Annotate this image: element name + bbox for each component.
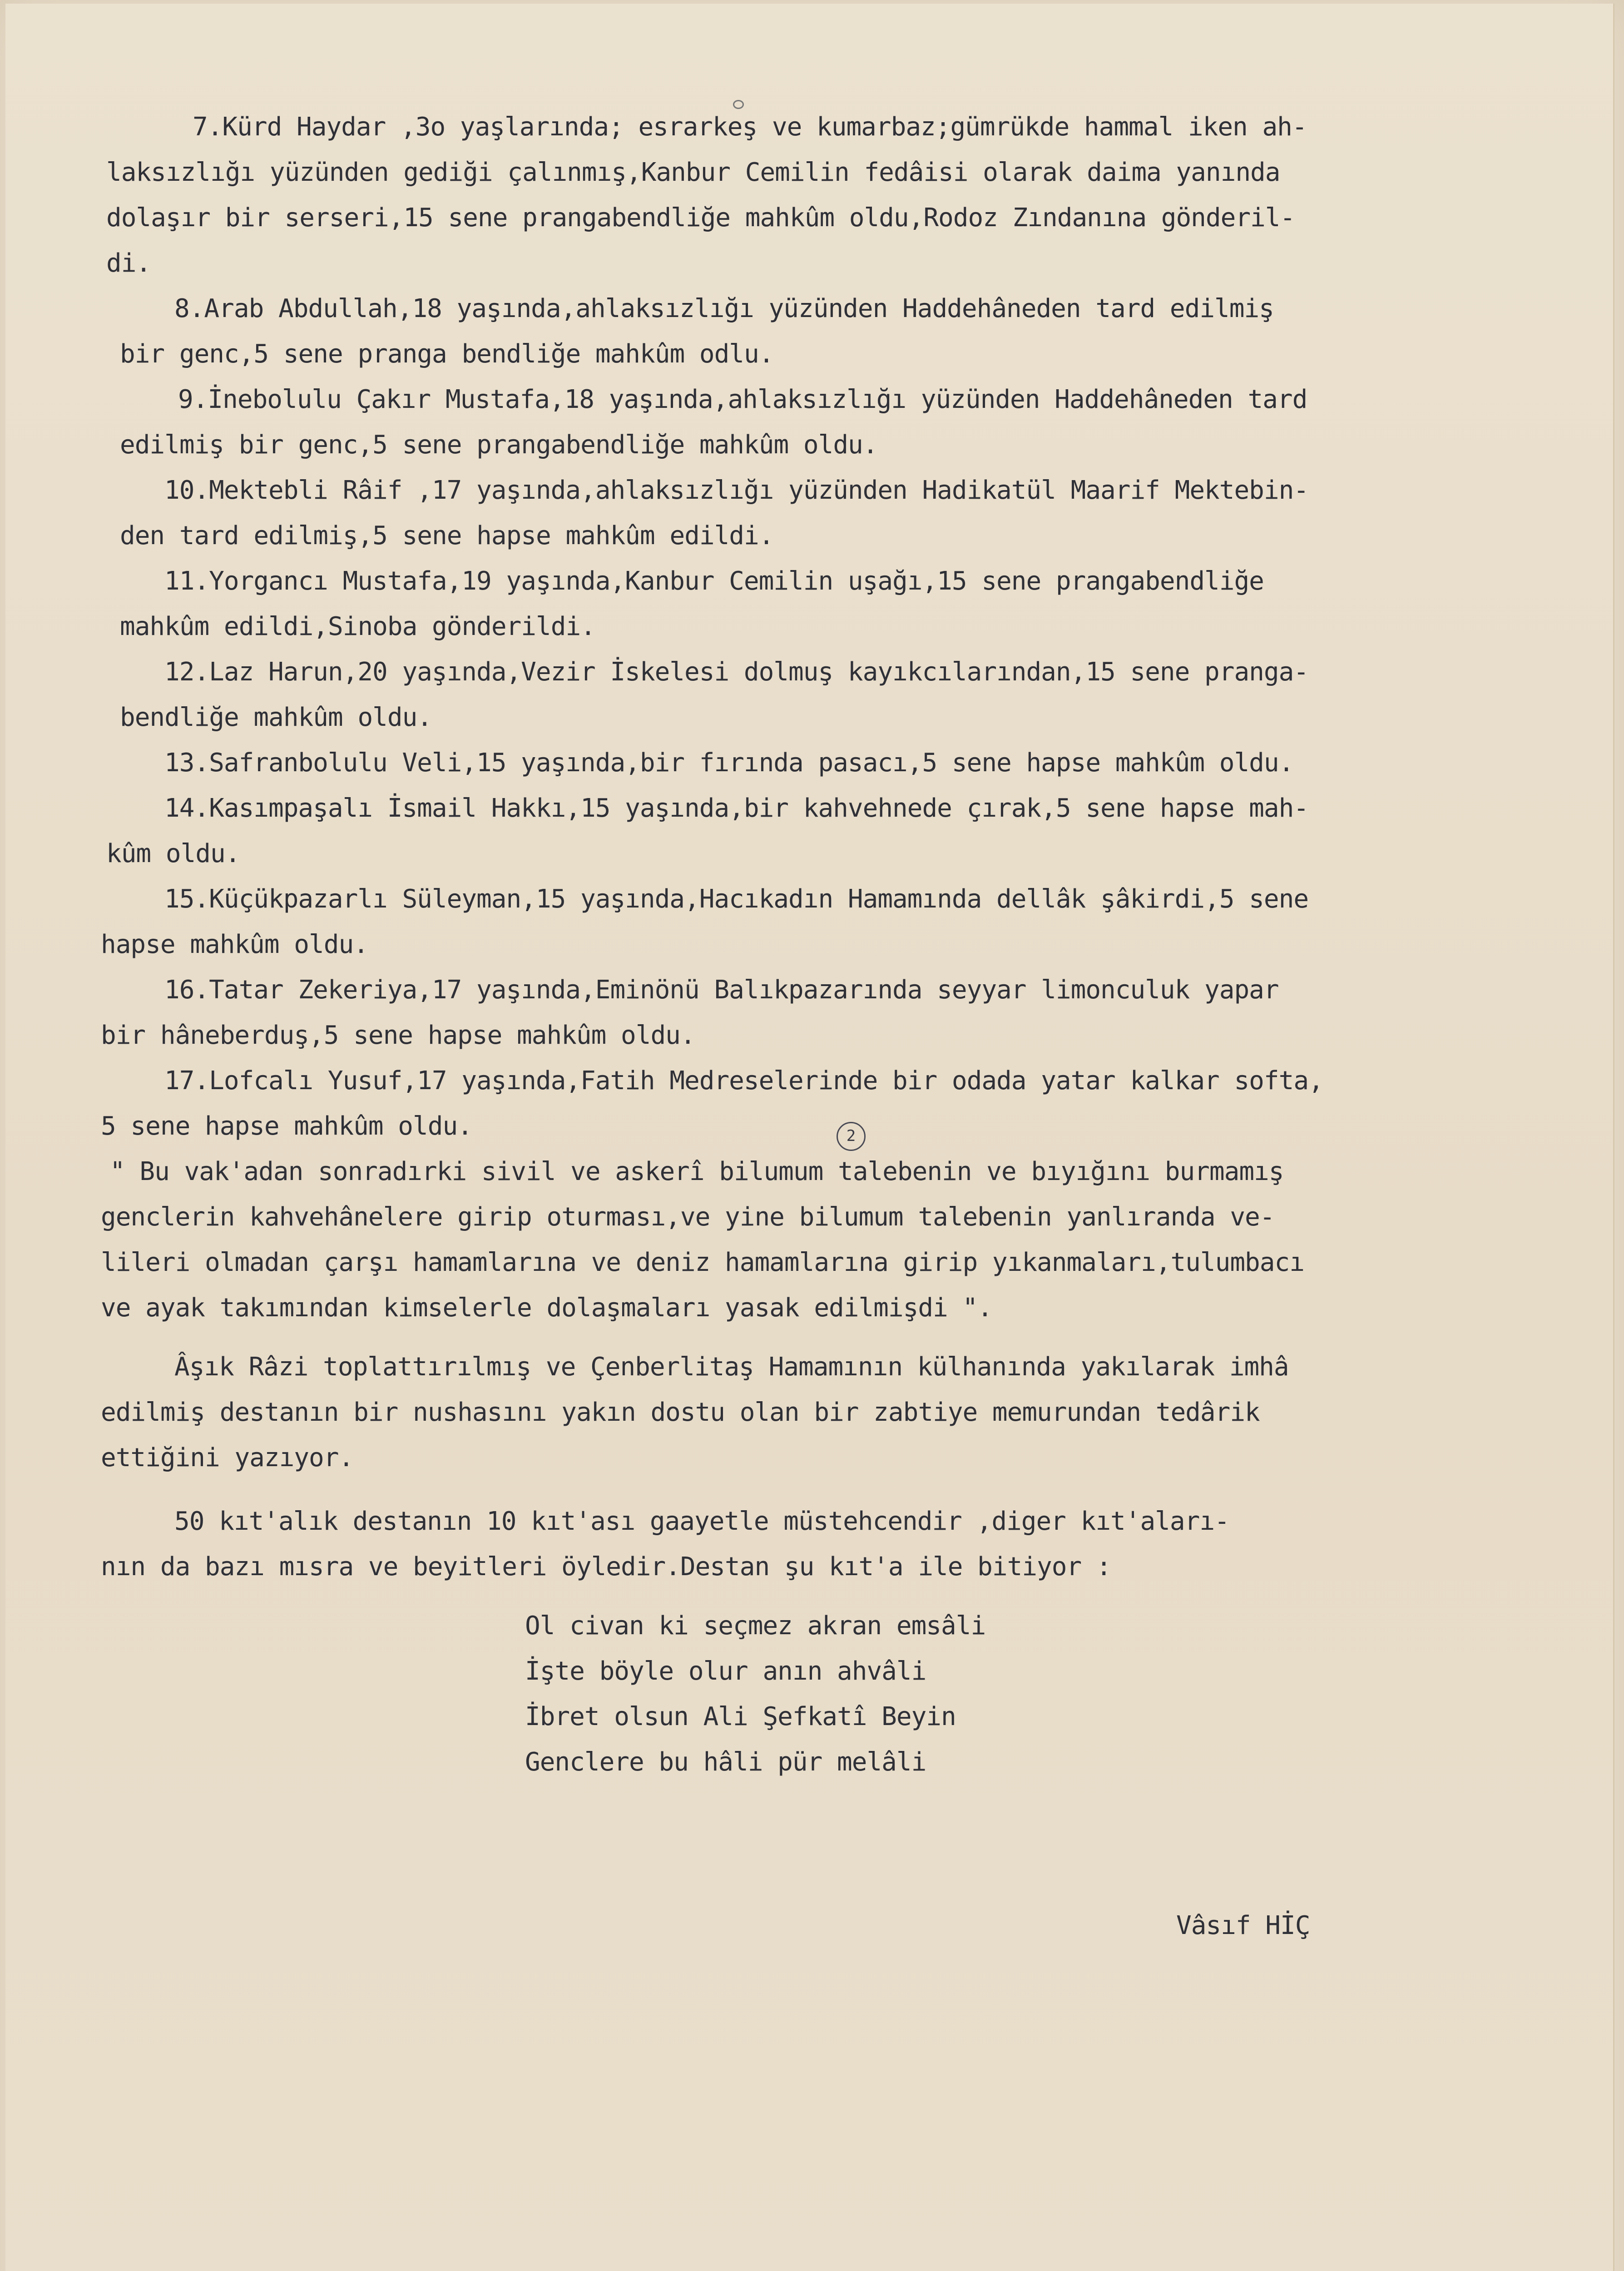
text-line: dolaşır bir serseri,15 sene prangabendliğe mahkûm oldu,Rodoz Zındanına gönderil- [106, 203, 1295, 233]
text-line: 12.Laz Harun,20 yaşında,Vezir İskelesi dolmuş kayıkcılarından,15 sene pranga- [164, 657, 1309, 687]
text-line: nın da bazı mısra ve beyitleri öyledir.Destan şu kıt'a ile bitiyor : [101, 1552, 1111, 1582]
text-line: 8.Arab Abdullah,18 yaşında,ahlaksızlığı yüzünden Haddehâneden tard edilmiş [174, 294, 1274, 323]
text-line: mahkûm edildi,Sinoba gönderildi. [120, 612, 595, 641]
handwritten-circled-mark: 2 [837, 1122, 866, 1151]
text-line: kûm oldu. [106, 839, 240, 868]
text-line: bir genc,5 sene pranga bendliğe mahkûm odlu. [120, 339, 774, 369]
text-line: laksızlığı yüzünden gediği çalınmış,Kanbur Cemilin fedâisi olarak daima yanında [106, 158, 1280, 187]
text-line: hapse mahkûm oldu. [101, 930, 368, 959]
text-line: 5 sene hapse mahkûm oldu. [101, 1111, 472, 1141]
text-line: 16.Tatar Zekeriya,17 yaşında,Eminönü Balıkpazarında seyyar limonculuk yapar [164, 975, 1279, 1005]
text-line: lileri olmadan çarşı hamamlarına ve deniz hamamlarına girip yıkanmaları,tulumbacı [101, 1248, 1304, 1277]
text-line: genclerin kahvehânelere girip oturması,ve yine bilumum talebenin yanlıranda ve- [101, 1202, 1275, 1232]
text-line: edilmiş bir genc,5 sene prangabendliğe mahkûm oldu. [120, 430, 878, 460]
text-line: 14.Kasımpaşalı İsmail Hakkı,15 yaşında,bir kahvehnede çırak,5 sene hapse mah- [164, 793, 1309, 823]
typewritten-sheet [5, 4, 1614, 2271]
verse-line: İbret olsun Ali Şefkatî Beyin [525, 1702, 956, 1731]
text-line: bendliğe mahkûm oldu. [120, 703, 432, 732]
text-line: 13.Safranbolulu Veli,15 yaşında,bir fırında pasacı,5 sene hapse mahkûm oldu. [164, 748, 1294, 778]
verse-line: Ol civan ki seçmez akran emsâli [525, 1611, 986, 1641]
text-line: 11.Yorgancı Mustafa,19 yaşında,Kanbur Cemilin uşağı,15 sene prangabendliğe [164, 566, 1264, 596]
text-line: 17.Lofcalı Yusuf,17 yaşında,Fatih Medreselerinde bir odada yatar kalkar softa, [164, 1066, 1323, 1096]
verse-line: İşte böyle olur anın ahvâli [525, 1656, 926, 1686]
text-line: bir hâneberduş,5 sene hapse mahkûm oldu. [101, 1021, 695, 1050]
text-line: Âşık Râzi toplattırılmış ve Çenberlitaş Hamamının külhanında yakılarak imhâ [174, 1352, 1289, 1382]
text-line: 15.Küçükpazarlı Süleyman,15 yaşında,Hacıkadın Hamamında dellâk şâkirdi,5 sene [164, 884, 1309, 914]
text-line: den tard edilmiş,5 sene hapse mahkûm edildi. [120, 521, 774, 550]
text-line: ettiğini yazıyor. [101, 1443, 354, 1473]
text-line: ve ayak takımından kimselerle dolaşmaları yasak edilmişdi ". [101, 1293, 992, 1323]
text-line: 50 kıt'alık destanın 10 kıt'ası gaayetle müstehcendir ,diger kıt'aları- [174, 1507, 1229, 1536]
verse-line: Genclere bu hâli pür melâli [525, 1747, 926, 1777]
author-signature: Vâsıf HİÇ [1176, 1911, 1310, 1940]
text-line: 10.Mektebli Râif ,17 yaşında,ahlaksızlığı yüzünden Hadikatül Maarif Mektebin- [164, 476, 1309, 505]
text-line: di. [106, 248, 151, 278]
text-line: edilmiş destanın bir nushasını yakın dostu olan bir zabtiye memurundan tedârik [101, 1398, 1260, 1427]
text-line: " Bu vak'adan sonradırki sivil ve askerî bilumum talebenin ve bıyığını burmamış [110, 1157, 1284, 1186]
text-line: 7.Kürd Haydar ,3o yaşlarında; esrarkeş ve kumarbaz;gümrükde hammal iken ah- [193, 112, 1307, 142]
text-line: 9.İnebolulu Çakır Mustafa,18 yaşında,ahlaksızlığı yüzünden Haddehâneden tard [178, 385, 1307, 414]
